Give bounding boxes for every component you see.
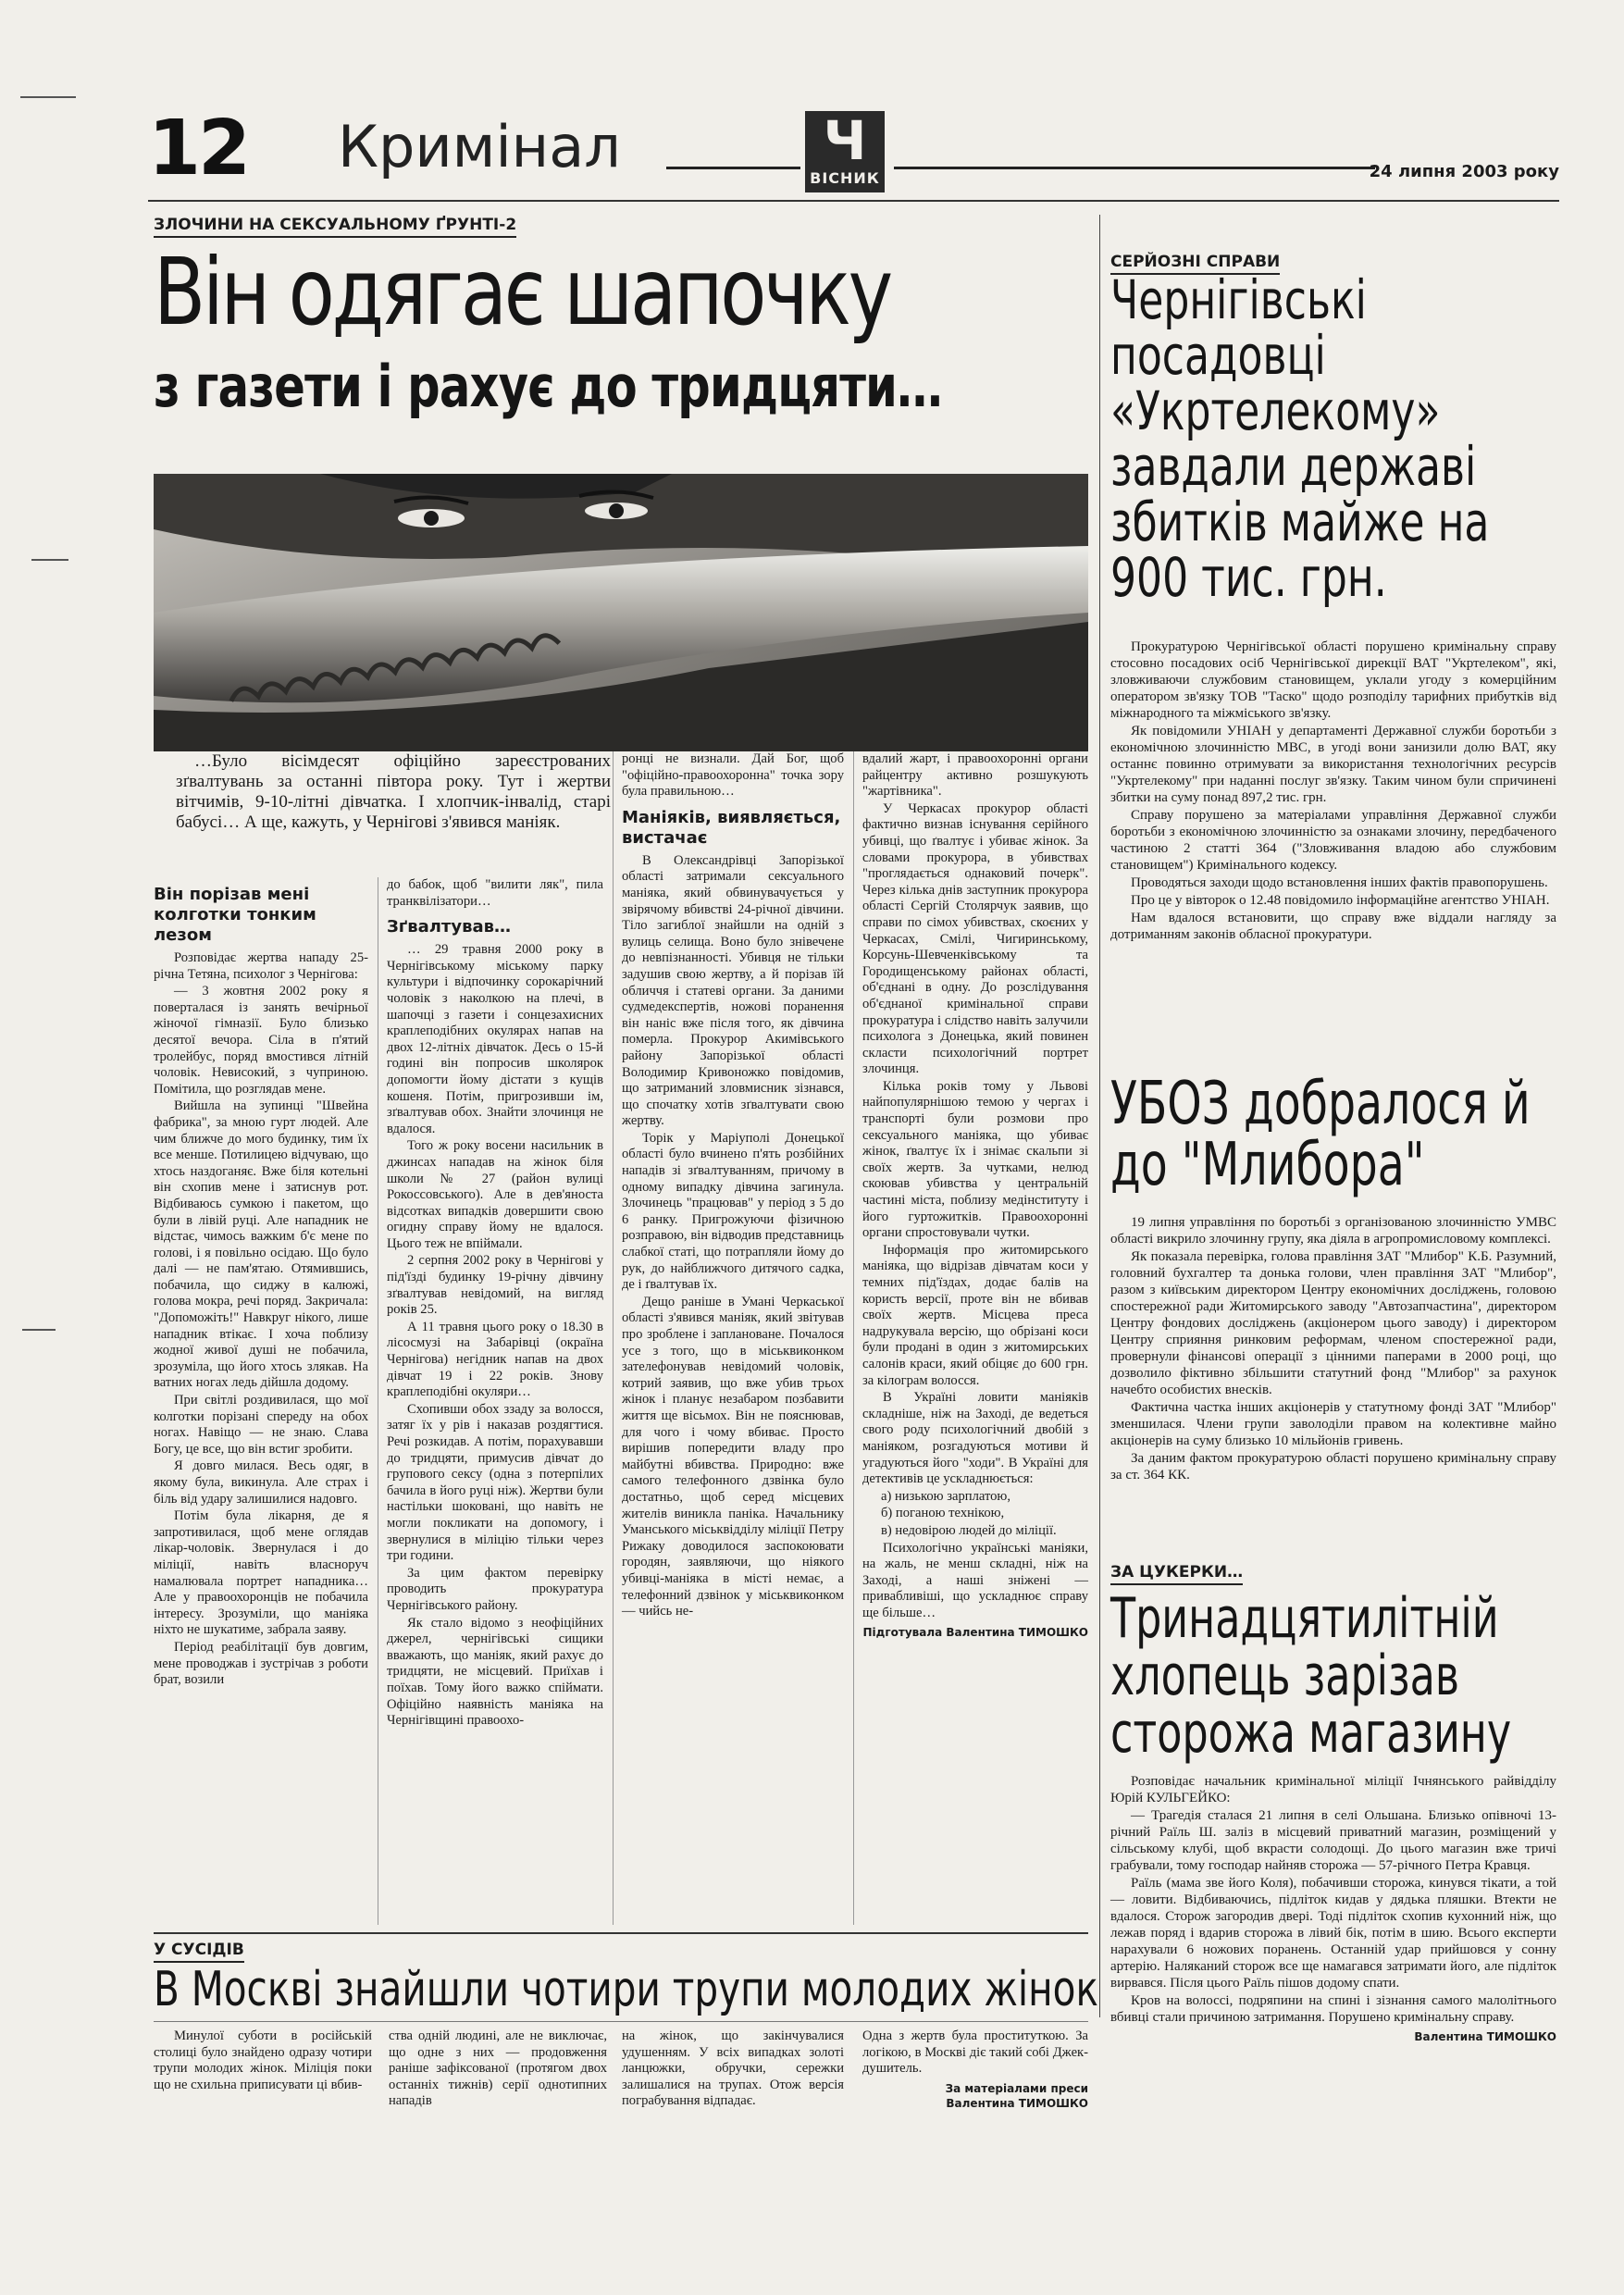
- bottom-signature-author: Валентина ТИМОШКО: [946, 2096, 1088, 2110]
- paragraph: Дещо раніше в Умані Черкаської області з'явився маніяк, який звітував про зроблене і заплановане. Почалося усе з того, що в міськвиконком зателефонував невідомий чоловік, котрий заявив, що вже убив трьох жінок і планує незабаром позбавити життя ще вісьмох. Він не пояснював, для чого і чому вбиває. Просто вирішив попередити владу про майбутні вбивства. Природно: вже самого телефонного дзвінка було достатньо, щоб серед місцевих жителів виникла паніка. Начальнику Уманського міськвідділу міліції Петру Рижаку доводилося заспокоювати городян, заявляючи, що ніякого убивці-маніяка в місті немає, а телефонний дзвінок у міськвиконком — чийсь не-: [622, 1294, 844, 1619]
- paragraph: Кілька років тому у Львові найпопулярнішою темою у чергах і транспорті були розмови про сексуального маніяка, що убиває жінок, ґвалтує їх і знімає скальпи зі своїх жертв. За чутками, нелюд скоював убивства у центральній частині міста, поблизу медінституту і його гуртожитків. Правоохоронні органи спростовували чутки.: [862, 1078, 1088, 1241]
- lead-headline: Він одягає шапочку: [154, 238, 890, 346]
- lede-text: …Було вісімдесят офіційно зареєстрованих зґвалтувань за останні півтора року. Тут і жертви вітчимів, 9-10-літні дівчатка. І хлопчик-інвалід, старі бабусі… А ще, кажуть, у Чернігові з'явився маніяк.: [176, 751, 611, 832]
- lead-lede: [176, 751, 611, 833]
- masthead-rule-left: [666, 167, 800, 169]
- lead-column-3: [622, 751, 844, 1621]
- paragraph: Як стало відомо з неофіційних джерел, чернігівські сищики вважають, що маніяк, який рахує до тридцяти, не місцевий. Приїхав і поїхав. Тому його важко спіймати. Офіційно наявність маніяка на Чернігівщині правоохо-: [387, 1615, 603, 1729]
- paragraph: Кров на волоссі, подряпини на спині і зізнання самого малолітнього вбивці стали причиною затримання. Порушено кримінальну справу.: [1110, 1993, 1556, 2025]
- logo-letter: Ч: [823, 109, 867, 172]
- paragraph: Раїль (мама зве його Коля), побачивши сторожа, кинувся тікати, а той — ловити. Відбиваючись, підліток кидав у дядька пляшки. Втекти не вдалося. Сторож загородив двері. Тоді підліток схопив кухонний ніж, що лежав поряд і вдарив сторожа в лівий бік, потім в шию. Всього експерти нарахували 6 ножових поранень. Останній удар прийшовся у сонну артерію. Наляканий сторож все ще намагався затримати його, але підліток вирвався. Після цього Раїль пішов додому спати.: [1110, 1876, 1556, 1991]
- right3-signature: Валентина ТИМОШКО: [1414, 2030, 1556, 2043]
- paragraph: Нам вдалося встановити, що справу вже віддали нагляду за дотриманням законів обласної прокуратури.: [1110, 911, 1556, 942]
- lead-col1-subhead: Він порізав мені колготки тонким лезом: [154, 885, 316, 945]
- right2-body: [1110, 1214, 1556, 1484]
- right3-kicker: ЗА ЦУКЕРКИ…: [1110, 1562, 1243, 1585]
- column-rule: [613, 751, 614, 1925]
- masthead-rule-right: [894, 167, 1375, 169]
- lead-kicker: ЗЛОЧИНИ НА СЕКСУАЛЬНОМУ ҐРУНТІ-2: [154, 215, 516, 238]
- paragraph: ства одній людині, але не виключає, що одне з них — продовження раніше зафіксованої (протягом двох останніх тижнів) серії однотипних нападів: [389, 2028, 607, 2109]
- masthead-underline: [148, 200, 1559, 202]
- bottom-kicker: У СУСІДІВ: [154, 1940, 244, 1963]
- paragraph: Потім була лікарня, де я запротивилася, щоб мене оглядав лікар-чоловік. Звернулася і до міліції, навіть власноруч намалювала портрет нападника… Але у правоохоронців не побачила інтересу. Зрозуміли, що маніяка ніхто не шукатиме, забрала заяву.: [154, 1508, 368, 1638]
- paragraph: Прокуратурою Чернігівської області порушено кримінальну справу стосовно посадових осіб Чернігівської дирекції ВАТ "Укртелеком", які, зловживаючи службовим становищем, уклали угоду з комерційним оператором зв'язку ТОВ "Таско" щодо розподілу тарифних прибутків від міжнародного та міжміського зв'язку.: [1110, 639, 1556, 721]
- right1-body: [1110, 639, 1556, 944]
- scan-mark: [20, 96, 76, 98]
- paragraph: Минулої суботи в російській столиці було знайдено одразу чотири трупи молодих жінок. Міліція поки що не схильна приписувати ці вбив-: [154, 2028, 372, 2092]
- lead-col3-subhead: Маніяків, виявляється, вистачає: [622, 807, 841, 848]
- lead-column-4: [862, 751, 1088, 1640]
- scan-mark: [31, 559, 68, 561]
- paragraph: За даним фактом прокуратурою області порушено кримінальну справу за ст. 364 КК.: [1110, 1451, 1556, 1482]
- paragraph: Як показала перевірка, голова правління ЗАТ "Млибор" К.Б. Разумний, головний бухгалтер та донька голови, член правління ЗАТ "Млибор", разом з київським директором Центру економічних досліджень, головою спостережної ради Житомирського заводу "Автозапчастина", директором Центру фондових досліджень (акціонером цього заводу) і директором Центру сприяння ринковим реформам, членом спостережної ради, провернули фінансові операції з цінними паперами в 2000 році, що дозволило фіктивно збільшити статутний фонд "Млибор" за рахунок начебто особистих внесків.: [1110, 1249, 1556, 1397]
- paragraph: А 11 травня цього року о 18.30 в лісосмузі на Забарівці (окраїна Чернігова) негідник напав на двох дівчат 19 і 22 років. Знову краплеподібні окуляри…: [387, 1319, 603, 1400]
- newspaper-logo: [805, 111, 885, 192]
- paragraph: до бабок, щоб "вилити ляк", пила транквілізатори…: [387, 877, 603, 909]
- bottom-signature-source: За матеріалами преси: [945, 2081, 1088, 2095]
- logo-word: ВІСНИК: [810, 169, 880, 187]
- lead-photo-knife: [154, 474, 1088, 751]
- knife-eyes-illustration: [154, 474, 1088, 751]
- paragraph: Схопивши обох ззаду за волосся, затяг їх у рів і наказав роздягтися. Речі розкидав. А потім, порахувавши до тридцяти, примусив дівчат до групового сексу (одна з потерпілих бачила в його руці ніж). Жертви були настільки шоковані, що навіть не могли покликати на допомогу, і звернулися в міліцію тільки через три години.: [387, 1401, 603, 1564]
- paragraph: Розповідає начальник кримінальної міліції Ічнянського райвідділу Юрій КУЛЬГЕЙКО:: [1110, 1774, 1556, 1805]
- paragraph: 2 серпня 2002 року в Чернігові у під'їзді будинку 19-річну дівчину зґвалтував невідомий, на вигляд років 25.: [387, 1253, 603, 1318]
- page-number: 12: [148, 105, 249, 192]
- paragraph: — 3 жовтня 2002 року я поверталася із занять вечірньої жіночої гімназії. Було близько десятої вечора. Сіла в п'ятий тролейбус, поряд вмостився літній чоловік. Невисокий, з чуприною. Помітила, що розглядав мене.: [154, 984, 368, 1097]
- lead-signature: Підготувала Валентина ТИМОШКО: [862, 1626, 1088, 1640]
- bottom-headline: В Москві знайшли чотири трупи молодих жінок: [154, 1962, 1098, 2017]
- paragraph: Того ж року восени насильник в джинсах нападав на жінок біля школи № 27 (район вулиці Рокоссовського). Але в дев'яноста відсотках випадків довершити свою огидну справу йому не вдалося. Цього теж не впіймали.: [387, 1138, 603, 1251]
- paragraph: В Олександрівці Запорізької області затримали сексуального маніяка, який обвинувачується у звірячому вбивстві 24-річної дівчини. Тіло загиблої знайшли на одній з вулиць селища. Воно було знівечене до невпізнанності. Убивця не тільки задушив свою жертву, а й порізав їй обличчя і статеві органи. За даними судмедекспертів, ножові поранення він наніс вже після того, як дівчина померла. Прокурор Акимівського району Запорізької області Володимир Кривоножко повідомив, що затриманий зловмисник зізнався, що спочатку хотів зґвалтувати свою жертву.: [622, 852, 844, 1129]
- paragraph: Вийшла на зупинці "Швейна фабрика", за мною гурт людей. Але чим ближче до мого будинку, тим їх все менше. Потилицею відчуваю, що хтось наздоганяє. Вже біля котельні він схопив мене і затиснув рот. Відбиваюсь сумкою і пакетом, що були в лівій руці. Але нападник не відстає, чимось важким б'є мене по голові, і я повільно осідаю. Що було далі — не пам'ятаю. Отямившись, побачила, що сиджу в калюжі, голова мокра, речі поряд. Закричала: "Допоможіть!" Навкруг нікого, лише нападник втікає. І хоча поблизу жодної живої душі не побачила, зрозуміла, що його хтось злякав. На ватних ногах ледь дійшла додому.: [154, 1098, 368, 1391]
- lead-column-1: [154, 877, 368, 1690]
- bottom-story-rule: [154, 1932, 1088, 1934]
- paragraph: Розповідає жертва нападу 25-річна Тетяна, психолог з Чернігова:: [154, 950, 368, 982]
- paragraph: За цим фактом перевірку проводить прокуратура Чернігівського району.: [387, 1565, 603, 1613]
- paragraph: Психологічно українські маніяки, на жаль, не менш складні, ніж на Заході, а наші зніжені — привабливіші, що ускладнює справу ще більше…: [862, 1540, 1088, 1620]
- paragraph: на жінок, що закінчувалися удушенням. У всіх випадках золоті ланцюжки, обручки, сережки залишалися на трупах. Отож версія пограбування відпадає.: [622, 2028, 844, 2109]
- lead-column-2: [387, 877, 603, 1731]
- bottom-column-3: [622, 2028, 844, 2111]
- paragraph: 19 липня управління по боротьбі з організованою злочинністю УМВС області викрило злочинну групу, яка діяла в агропромисловому комплексі.: [1110, 1215, 1556, 1247]
- paragraph: ронці не визнали. Дай Бог, щоб "офіційно-правоохоронна" точка зору була правильною…: [622, 751, 844, 800]
- main-divider: [1099, 215, 1100, 2017]
- section-name: Кримінал: [338, 113, 621, 180]
- paragraph: Фактична частка інших акціонерів у статутному фонді ЗАТ "Млибор" зменшилася. Члени групи заволоділи правом на колективне майно акціонерів на суму близько 10 мільйонів гривень.: [1110, 1400, 1556, 1448]
- right1-headline: Чернігівські посадовці «Укртелекому» завдали державі збитків майже на 900 тис. грн.: [1110, 268, 1490, 609]
- paragraph: … 29 травня 2000 року в Чернігівському міському парку культури і відпочинку сорокарічний чоловік з наколкою на плечі, в шапочці з газети і сонцезахисних краплеподібних окулярах напав на двох 12-літніх дівчаток. Десь о 15-й годині він попросив школярок допомогти йому дістати з кущів кошеня. Потім, пригрозивши ім, зґвалтував обох. Знайти злочинця не вдалося.: [387, 942, 603, 1136]
- bottom-column-1: [154, 2028, 372, 2094]
- paragraph: В Україні ловити маніяків складніше, ніж на Заході, де ведеться свого роду психологічний двобій з маніяком, розгадуються мотиви й угадуються його "ходи". В Україні для детективів це ускладнюється:: [862, 1390, 1088, 1487]
- issue-date: 24 липня 2003 року: [1369, 162, 1559, 181]
- paragraph: Інформація про житомирського маніяка, що відрізав дівчатам коси у темних під'їздах, додає балів на користь версії, проте він не вбивав своїх жертв. Місцева преса надрукувала версію, що обрізані коси були продані в один з житомирських салонів краси, який обіцяє до 600 грн. за кілограм волосся.: [862, 1242, 1088, 1388]
- bottom-headline-rule: [154, 2021, 1088, 2022]
- paragraph: Період реабілітації був довгим, мене проводжав і зустрічав з роботи брат, возили: [154, 1639, 368, 1688]
- paragraph: Як повідомили УНІАН у департаменті Державної служби боротьби з економічною злочинністю МВС, в угоді вони занизили долю ВАТ, яку останнє повинно отримувати за використання технологічних ресурсів "Укртелекому" при наданні послуг зв'язку. Таким чином були спричинені збитки на суму понад 897,2 тис. грн.: [1110, 724, 1556, 805]
- paragraph: Торік у Маріуполі Донецької області було вчинено п'ять розбійних нападів зі зґвалтуванням, причому в одному випадку дівчина загинула. Злочинець "працював" у період з 5 до 6 ранку. Пригрожуючи фізичною розправою, він відводив представниць слабкої статі, що потрапляли йому до рук, до найближчого дитячого садка, де і ґвалтував їх.: [622, 1130, 844, 1293]
- paragraph: Про це у вівторок о 12.48 повідомило інформаційне агентство УНІАН.: [1131, 893, 1550, 908]
- paragraph: вдалий жарт, і правоохоронні органи райцентру активно розшукують "жартівника".: [862, 751, 1088, 800]
- bottom-column-4: [862, 2028, 1088, 2111]
- bottom-column-2: [389, 2028, 607, 2111]
- paragraph: У Черкасах прокурор області фактично визнав існування серійного убивці, що ґвалтує і убиває жінок. За словами прокурора, в убивствах "проглядається однаковий почерк". Через кілька днів заступник прокурора області Сергій Столярчук заявив, що справи по сімох убивствах, скоєних у Черкасах, Смілі, Чигиринському, Корсунь-Шевченківському та Городищенському районах області, об'єднані в одну. До розслідування об'єднаної кримінальної справи прокуратура і слідство навіть залучили психолога з Донецька, який повинен скласти психологічний портрет злочинця.: [862, 800, 1088, 1077]
- list-item: в) недовірою людей до міліції.: [881, 1522, 1057, 1538]
- list-item: б) поганою технікою,: [881, 1506, 1005, 1521]
- paragraph: Одна з жертв була проституткою. За логікою, в Москві діє такий собі Джек-душитель.: [862, 2028, 1088, 2077]
- lead-subheadline: з газети і рахує до тридцяти…: [154, 353, 942, 420]
- paragraph: — Трагедія сталася 21 липня в селі Ольшана. Близько опівночі 13-річний Раїль Ш. заліз в місцевий приватний магазин, розміщений у сільському клубі, щоб вкрасти солодощі. До цього магазин вже тричі грабували, тому господар найняв сторожа — 57-річного Петра Кравця.: [1110, 1808, 1556, 1873]
- paragraph: Я довго милася. Весь одяг, в якому була, викинула. Але страх і біль від удару залишилися надовго.: [154, 1458, 368, 1507]
- lead-col2-subhead: Зґвалтував…: [387, 917, 512, 937]
- column-rule: [853, 751, 854, 1925]
- paragraph: При світлі роздивилася, що мої колготки порізані спереду на обох ногах. Навіщо — не знаю. Слава Богу, це все, що він встиг зробити.: [154, 1393, 368, 1457]
- masthead: [148, 105, 1559, 198]
- scan-mark: [22, 1329, 56, 1331]
- paragraph: Справу порушено за матеріалами управління Державної служби боротьби з економічною злочинністю за ознаками злочину, передбаченого частиною 2 статті 364 ("Зловживання владою або службовим становищем") Кримінального кодексу.: [1110, 808, 1556, 873]
- list-item: а) низькою зарплатою,: [881, 1488, 1010, 1504]
- right1-kicker: СЕРЙОЗНІ СПРАВИ: [1110, 252, 1280, 275]
- paragraph: Проводяться заходи щодо встановлення інших фактів правопорушень.: [1131, 875, 1548, 890]
- right3-headline: Тринадцятилітній хлопець зарізав сторожа магазину: [1110, 1586, 1512, 1766]
- right3-body: [1110, 1773, 1556, 2044]
- right2-headline: УБОЗ добралося й до "Млибора": [1110, 1070, 1531, 1199]
